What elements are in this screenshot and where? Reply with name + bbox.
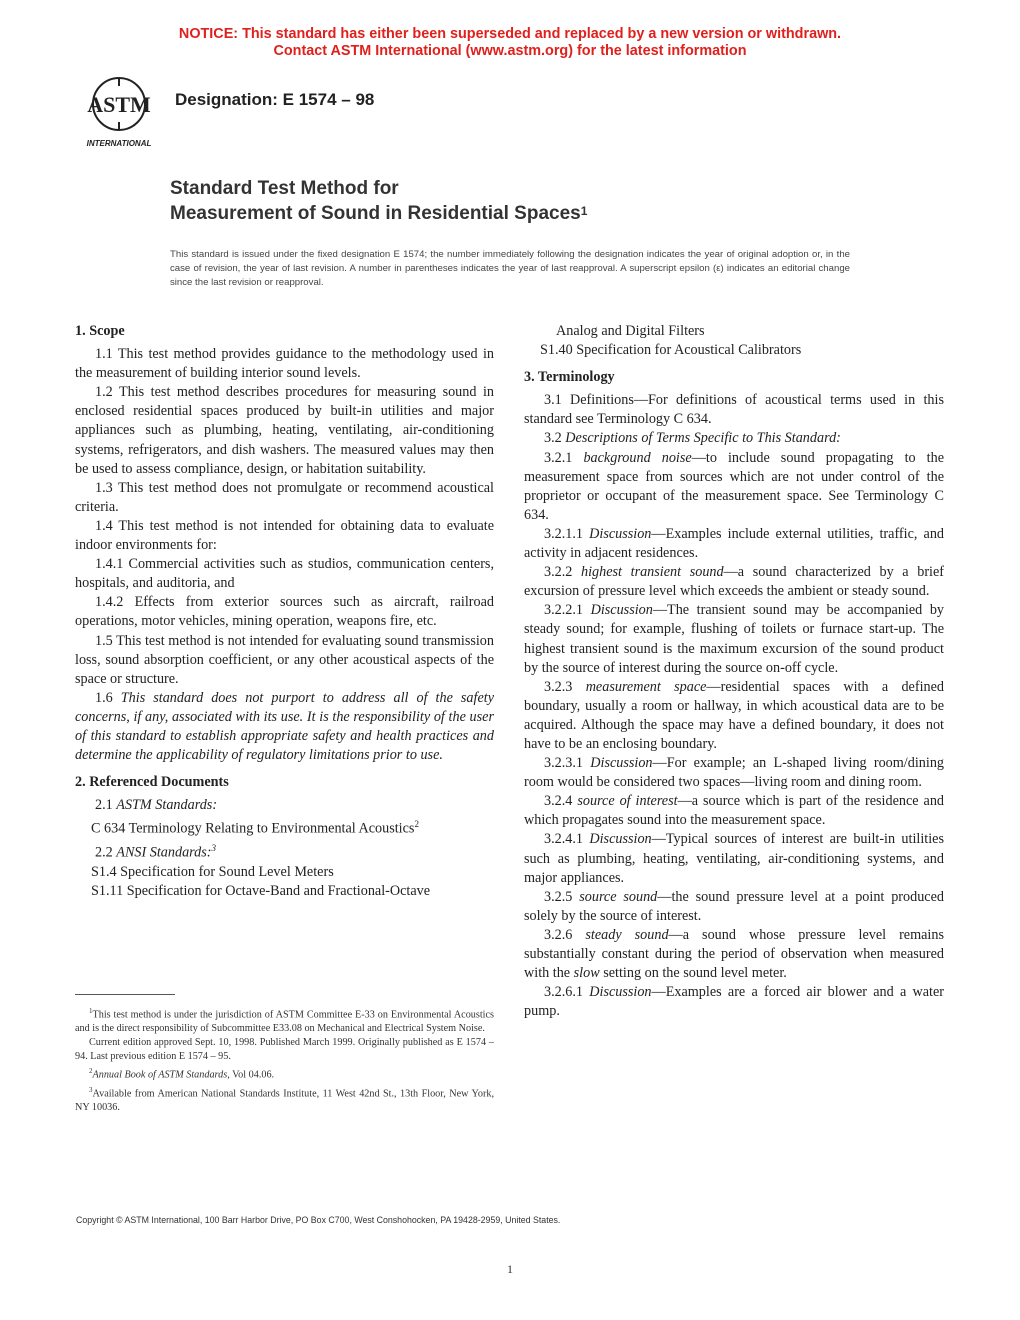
para-3-2-5: 3.2.5 source sound—the sound pressure level at a point produced solely by the source of interest.: [524, 888, 944, 924]
para-1-5: 1.5 This test method is not intended for evaluating sound transmission loss, sound absorption coefficient, or any other acoustical aspects of the space or structure.: [75, 632, 494, 687]
ref-s1-11-continued: Analog and Digital Filters: [556, 323, 705, 339]
withdrawal-notice: [0, 26, 1020, 60]
para-3-2-2-1: 3.2.2.1 Discussion—The transient sound may be accompanied by steady sound; for example, flushing of toilets or furnace start-up. The highest transient sound is the maximum excursion of the sound product by the source of interest during the source on-off cycle.: [524, 602, 945, 676]
logo-text: ASTM: [87, 92, 151, 117]
para-3-1: 3.1 Definitions—For definitions of acoustical terms used in this standard see Terminology C 634.: [524, 392, 944, 428]
section-scope-heading: 1. Scope: [75, 323, 125, 339]
left-column: [75, 322, 494, 901]
para-1-4: 1.4 This test method is not intended for obtaining data to evaluate indoor environments for:: [75, 517, 494, 554]
para-1-1: 1.1 This test method provides guidance to the methodology used in the measurement of building interior sound levels.: [75, 346, 494, 382]
para-1-6: 1.6 This standard does not purport to address all of the safety concerns, if any, associated with its use. It is the responsibility of the user of this standard to establish appropriate safety and health practices and determine the applicability of regulatory limitations prior to use.: [75, 689, 494, 764]
notice-line-1: NOTICE: This standard has either been superseded and replaced by a new version or withdrawn.: [178, 26, 842, 42]
astm-logo: [74, 74, 164, 152]
ref-s1-11: S1.11 Specification for Octave-Band and Fractional-Octave: [91, 883, 431, 900]
para-1-2: 1.2 This test method describes procedures for measuring sound in enclosed residential spaces produced by built-in utilities and major appliances such as plumbing, heating, ventilating, air-conditioning systems, refrigerators, and dish washers. The measured values may then be used to assess compliance, design, or habitation suitability.: [75, 384, 494, 477]
copyright-line: Copyright © ASTM International, 100 Barr Harbor Drive, PO Box C700, West Conshohocken, PA 19428-2959, United States.: [76, 1215, 561, 1225]
footnote-1: $^1$This test method is under the jurisdiction of ASTM Committee E-33 on Environmental Acoustics and is the direct responsibility of Subcommittee E33.08 on Mechanical and Electrical System Noise.: [75, 1007, 494, 1035]
para-2-2: 2.2 ANSI Standards:$^3$: [95, 843, 217, 861]
para-3-2: 3.2 Descriptions of Terms Specific to This Standard:: [544, 430, 841, 447]
para-3-2-6-1: 3.2.6.1 Discussion—Examples are a forced air blower and a water pump.: [524, 984, 944, 1020]
designation: Designation: E 1574 – 98: [175, 90, 375, 109]
document-title: [170, 176, 587, 226]
para-3-2-3: 3.2.3 measurement space—residential spaces with a defined boundary, usually a room or hallway, in which acoustical data are to be acquired. Although the space may have a defined boundary, it does not have to be an enclosing boundary.: [524, 678, 944, 752]
notice-line-2: Contact ASTM International (www.astm.org) for the latest information: [273, 43, 747, 59]
para-3-2-6: 3.2.6 steady sound—a sound whose pressure level remains substantially constant during the period of observation when measured with the slow setting on the sound level meter.: [524, 926, 944, 982]
para-3-2-4: 3.2.4 source of interest—a source which is part of the residence and which propagates sound into the measurement space.: [524, 793, 945, 829]
para-1-4-1: 1.4.1 Commercial activities such as studios, communication centers, hospitals, and auditoria, and: [75, 556, 494, 592]
section-terminology-heading: 3. Terminology: [524, 369, 615, 386]
para-3-2-1-1: 3.2.1.1 Discussion—Examples include external utilities, traffic, and activity in adjacent residences.: [524, 525, 945, 562]
para-1-4-2: 1.4.2 Effects from exterior sources such as aircraft, railroad operations, motor vehicles, mining operation, weapons fire, etc.: [75, 594, 494, 630]
ref-s1-40: S1.40 Specification for Acoustical Calibrators: [540, 342, 802, 359]
para-3-2-2: 3.2.2 highest transient sound—a sound characterized by a brief excursion of pressure level which exceeds the ambient or steady sound.: [524, 564, 945, 600]
para-3-2-4-1: 3.2.4.1 Discussion—Typical sources of interest are built-in utilities such as plumbing, heating, ventilating, air-conditioning systems, and major appliances.: [524, 831, 944, 886]
para-3-2-1: 3.2.1 background noise—to include sound propagating to the measurement space from sources which are not under control of the proprietor or occupant of the measurement space. See Terminology C 634.: [524, 449, 945, 523]
para-2-1: 2.1 ASTM Standards:: [95, 797, 218, 814]
ref-s1-4: S1.4 Specification for Sound Level Meters: [91, 864, 334, 880]
footnote-2: $^2$Annual Book of ASTM Standards, Vol 04.06.: [89, 1067, 275, 1081]
right-column: [524, 322, 944, 1021]
footnote-1-edition: Current edition approved Sept. 10, 1998. Published March 1999. Originally published as E 1574 – 94. Last previous edition E 1574 – 95.: [75, 1037, 494, 1063]
footnote-divider: [75, 994, 175, 995]
ref-c634: C 634 Terminology Relating to Environmental Acoustics$^2$: [91, 819, 419, 838]
issuance-note: This standard is issued under the fixed designation E 1574; the number immediately following the designation indicates the year of original adoption or, in the case of revision, the year of last revision. A number in parentheses indicates the year of last reapproval. A superscript epsilon (ε) indicates an editorial change since the last revision or reapproval.: [170, 249, 850, 288]
title-line-2: Measurement of Sound in Residential Spaces$^1$: [170, 203, 588, 224]
title-line-1: Standard Test Method for: [170, 178, 399, 199]
logo-subtext: INTERNATIONAL: [86, 139, 152, 148]
para-1-3: 1.3 This test method does not promulgate or recommend acoustical criteria.: [75, 479, 494, 515]
page-number: 1: [507, 1262, 513, 1276]
section-referenced-documents-heading: 2. Referenced Documents: [75, 774, 229, 791]
title-footnote-mark: 1: [580, 204, 588, 218]
footnotes: [75, 1004, 494, 1115]
footnote-3: $^3$Available from American National Standards Institute, 11 West 42nd St., 13th Floor, New York, NY 10036.: [75, 1085, 494, 1114]
para-3-2-3-1: 3.2.3.1 Discussion—For example; an L-shaped living room/dining room would be considered two spaces—living room and dining room.: [524, 755, 945, 791]
